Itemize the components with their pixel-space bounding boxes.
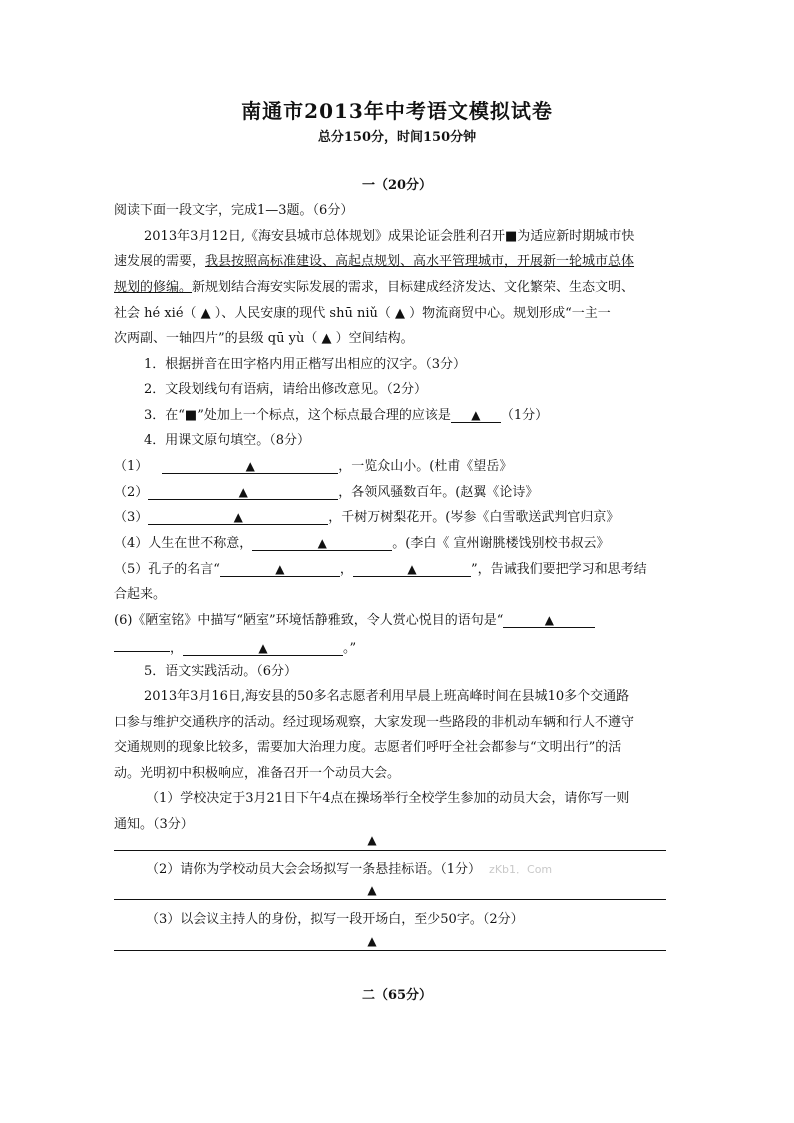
- fill-text: ”，告诫我们要把学习和思考结: [470, 562, 647, 577]
- question-3-text: 3．在“■”处加上一个标点，这个标点最合理的应该是: [144, 408, 451, 423]
- q5-sub-3: （3）以会议主持人的身份，拟写一段开场白，至少50字。（2分）: [146, 912, 524, 927]
- page-title: 南通市2013年中考语文模拟试卷: [241, 99, 553, 123]
- answer-line[interactable]: [114, 899, 666, 900]
- passage-line: 社会 hé xié（ ▲ ）、人民安康的现代 shū niǔ（ ▲ ）物流商贸中心。规划形成“一主一: [114, 306, 611, 321]
- triangle-placeholder: ▲: [544, 613, 554, 627]
- underlined-sentence: 我县按照高标准建设、高起点规划、高水平管理城市，开展新一轮城市总体: [205, 254, 635, 269]
- answer-blank[interactable]: [148, 510, 328, 525]
- question-3-score: （1分）: [500, 408, 549, 423]
- fill-number: （2）: [114, 485, 149, 500]
- triangle-placeholder: ▲: [367, 883, 377, 897]
- fill-source: ，一览众山小。(杜甫《望岳》: [338, 459, 513, 474]
- fill-line-5-cont: 合起来。: [114, 587, 167, 602]
- triangle-placeholder: ▲: [471, 408, 481, 422]
- triangle-placeholder: ▲: [233, 510, 243, 524]
- fill-line-2: [114, 484, 538, 502]
- passage-line: [114, 253, 634, 271]
- q5-paragraph: 动。光明初中积极响应，准备召开一个动员大会。: [114, 766, 401, 781]
- q5-paragraph: 口参与维护交通秩序的活动。经过现场观察，大家发现一些路段的非机动车辆和行人不遵守: [114, 715, 635, 730]
- answer-blank[interactable]: [148, 485, 338, 500]
- question-1: 1．根据拼音在田字格内用正楷写出相应的汉字。（3分）: [144, 357, 467, 372]
- triangle-placeholder: ▲: [275, 562, 285, 576]
- fill-text: （4）人生在世不称意，: [114, 536, 253, 551]
- section-heading-1: 一（20分）: [361, 178, 433, 193]
- triangle-placeholder: ▲: [367, 934, 377, 948]
- passage-line: 次两副、一轴四片”的县级 qū yù（ ▲ ）空间结构。: [114, 331, 414, 346]
- fill-source: ，各领风骚数百年。(赵翼《论诗》: [338, 485, 539, 500]
- fill-text: ，: [339, 562, 353, 577]
- triangle-placeholder: ▲: [367, 833, 377, 847]
- passage-line: [114, 279, 634, 297]
- question-5: 5．语文实践活动。（6分）: [144, 664, 298, 679]
- q5-paragraph: 交通规则的现象比较多，需要加大治理力度。志愿者们呼吁全社会都参与“文明出行”的活: [114, 740, 622, 755]
- reading-intro: 阅读下面一段文字，完成1—3题。（6分）: [114, 203, 354, 218]
- triangle-placeholder: ▲: [245, 459, 255, 473]
- answer-blank[interactable]: [183, 641, 343, 656]
- q5-paragraph: 2013年3月16日,海安县的50多名志愿者利用早晨上班高峰时间在县城10多个交通路: [144, 689, 630, 704]
- passage-text: 新规划结合海安实际发展的需求，目标建成经济发达、文化繁荣、生态文明、: [192, 280, 635, 295]
- section-heading-2: 二（65分）: [361, 988, 433, 1003]
- answer-blank[interactable]: [503, 613, 595, 628]
- fill-line-6: [114, 612, 595, 630]
- fill-source: 。(李白《 宣州谢朓楼饯别校书叔云》: [392, 536, 610, 551]
- underlined-sentence: 规划的修编。: [114, 280, 193, 295]
- passage-text: 速发展的需要，: [114, 254, 206, 269]
- question-4: 4．用课文原句填空。（8分）: [144, 433, 311, 448]
- fill-number: （3）: [114, 510, 149, 525]
- answer-blank[interactable]: [252, 536, 392, 551]
- watermark: zKb1．Com: [489, 863, 553, 876]
- fill-line-4: [114, 535, 610, 553]
- fill-text: ，: [170, 641, 184, 656]
- question-2: 2．文段划线句有语病，请给出修改意见。（2分）: [144, 382, 428, 397]
- triangle-placeholder: ▲: [238, 485, 248, 499]
- triangle-placeholder: ▲: [317, 536, 327, 550]
- page-subtitle: 总分150分，时间150分钟: [317, 130, 477, 145]
- triangle-placeholder: ▲: [407, 562, 417, 576]
- fill-source: ，千树万树梨花开。(岑参《白雪歌送武判官归京》: [328, 510, 620, 525]
- answer-blank[interactable]: [114, 637, 170, 652]
- triangle-placeholder: ▲: [258, 641, 268, 655]
- fill-text: （5）孔子的名言“: [114, 562, 220, 577]
- question-3: [144, 407, 548, 425]
- q5-sub-2-text: （2）请你为学校动员大会会场拟写一条悬挂标语。（1分）: [146, 862, 482, 877]
- q5-sub-2: [146, 861, 552, 879]
- fill-line-3: [114, 509, 619, 527]
- answer-line[interactable]: [114, 850, 666, 851]
- fill-text: (6)《陋室铭》中描写“陋室”环境恬静雅致，令人赏心悦目的语句是“: [114, 613, 504, 628]
- passage-line: 2013年3月12日,《海安县城市总体规划》成果论证会胜利召开■为适应新时期城市快: [144, 229, 635, 244]
- fill-number: （1）: [114, 459, 149, 474]
- fill-line-1: [114, 458, 512, 476]
- q5-sub-1: （1）学校决定于3月21日下午4点在操场举行全校学生参加的动员大会，请你写一则: [146, 791, 630, 806]
- answer-blank[interactable]: [162, 459, 338, 474]
- fill-text: 。”: [343, 641, 357, 656]
- answer-blank[interactable]: [220, 562, 340, 577]
- fill-line-6-cont: [114, 637, 356, 658]
- answer-blank[interactable]: [451, 408, 501, 423]
- fill-line-5: [114, 561, 647, 579]
- answer-blank[interactable]: [353, 562, 471, 577]
- q5-sub-1-cont: 通知。（3分）: [114, 817, 194, 832]
- answer-line[interactable]: [114, 950, 666, 951]
